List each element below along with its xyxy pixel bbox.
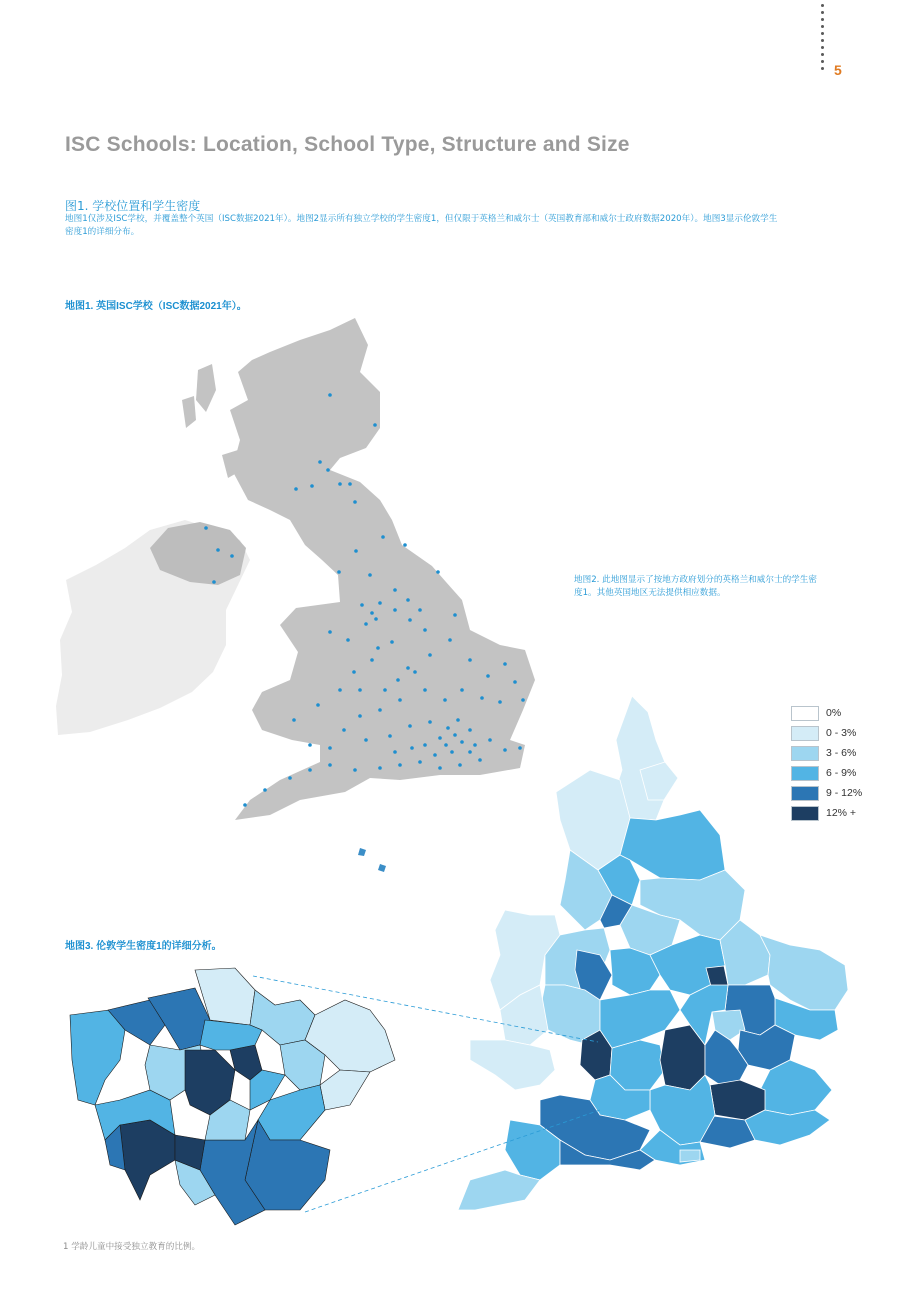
map3-london-boroughs (70, 968, 395, 1225)
legend-label: 3 - 6% (826, 747, 857, 759)
great-britain-landmass (230, 318, 535, 820)
legend-swatch-0 (791, 706, 819, 721)
map1-uk-school-locations (56, 318, 535, 872)
footnote: 1 学龄儿童中接受独立教育的比例。 (63, 1242, 201, 1252)
legend-swatch-2 (791, 746, 819, 761)
legend-swatch-3 (791, 766, 819, 781)
density-legend (791, 703, 862, 823)
legend-item (791, 783, 862, 803)
map2-england-wales-density (458, 696, 848, 1210)
legend-label: 12% + (826, 807, 857, 819)
hebrides-islands (196, 364, 216, 412)
legend-label: 0% (826, 707, 842, 719)
legend-item (791, 763, 862, 783)
map3-label: 地图3. 伦敦学生密度1的详细分析。 (65, 941, 222, 952)
figure-description: 地图1仅涉及ISC学校，并覆盖整个英国（ISC数据2021年）。地图2显示所有独立学校的学生密度1，但仅限于英格兰和威尔士（英国教育部和威尔士政府数据2020年）。地图3显示伦敦学生密度1的详细分布。 (65, 214, 778, 237)
map1-label: 地图1. 英国ISC学校（ISC数据2021年）。 (65, 301, 247, 312)
legend-label: 9 - 12% (826, 787, 863, 799)
legend-item (791, 803, 862, 823)
map2-note: 地图2. 此地图显示了按地方政府划分的英格兰和威尔士的学生密度1。其他英国地区无法提供相应数据。 (574, 575, 817, 598)
page-number: 5 (834, 62, 842, 78)
legend-item (791, 723, 862, 743)
legend-label: 6 - 9% (826, 767, 857, 779)
legend-swatch-4 (791, 786, 819, 801)
legend-swatch-5 (791, 806, 819, 821)
page-title: ISC Schools: Location, School Type, Structure and Size (65, 133, 630, 156)
legend-label: 0 - 3% (826, 727, 857, 739)
figure-title: 图1. 学校位置和学生密度 (65, 199, 201, 213)
legend-item (791, 703, 862, 723)
legend-swatch-1 (791, 726, 819, 741)
legend-item (791, 743, 862, 763)
